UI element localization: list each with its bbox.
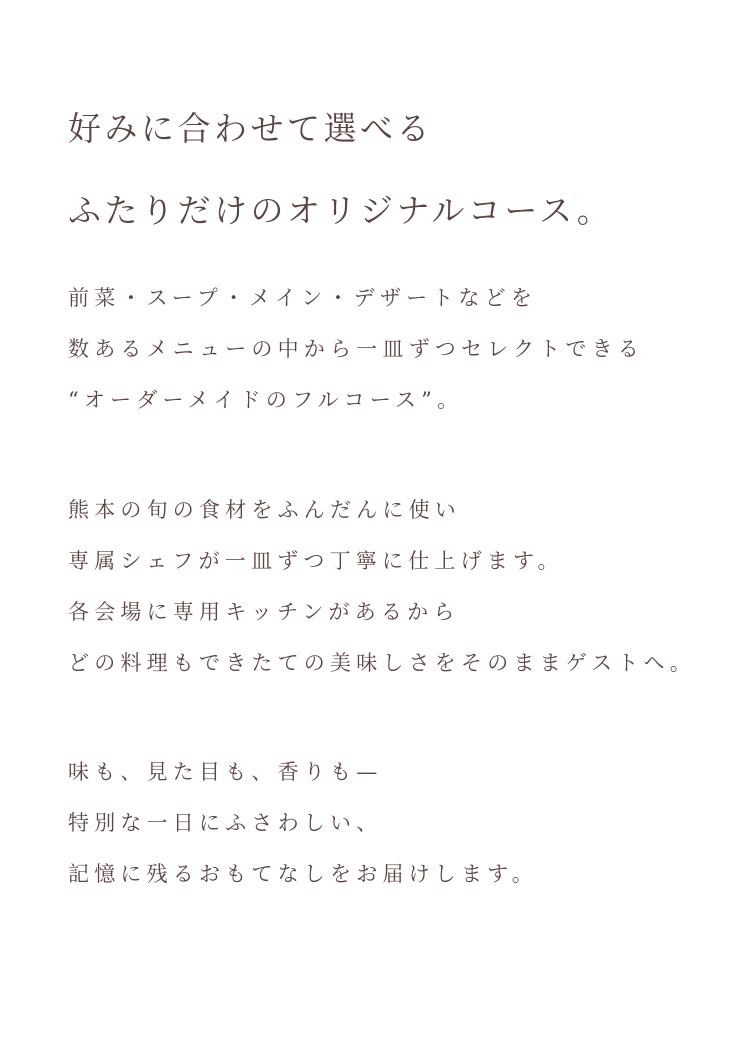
paragraph-local-ingredients [68, 485, 696, 689]
paragraph-line: 特別な一日にふさわしい、 [68, 811, 383, 835]
paragraph-line: 各会場に専用キッチンがあるから [68, 600, 460, 624]
paragraph-line: 専属シェフが一皿ずつ丁寧に仕上げます。 [68, 549, 564, 573]
paragraph-course-selection [68, 273, 644, 426]
paragraph-line: 熊本の旬の食材をふんだんに使い [68, 498, 461, 522]
paragraph-line: どの料理もできたての美味しさをそのままゲストへ。 [68, 651, 696, 675]
paragraph-hospitality [68, 747, 538, 900]
paragraph-line: 数あるメニューの中から一皿ずつセレクトできる [68, 337, 644, 361]
heading-line-2: ふたりだけのオリジナルコース。 [68, 191, 614, 230]
paragraph-line: 前菜・スープ・メイン・デザートなどを [68, 286, 538, 310]
paragraph-line: 記憶に残るおもてなしをお届けします。 [68, 862, 538, 886]
paragraph-line: “オーダーメイドのフルコース”。 [68, 388, 464, 412]
paragraph-line: 味も、見た目も、香りも— [68, 760, 383, 784]
page-heading [68, 88, 613, 252]
heading-line-1: 好みに合わせて選べる [68, 109, 433, 148]
